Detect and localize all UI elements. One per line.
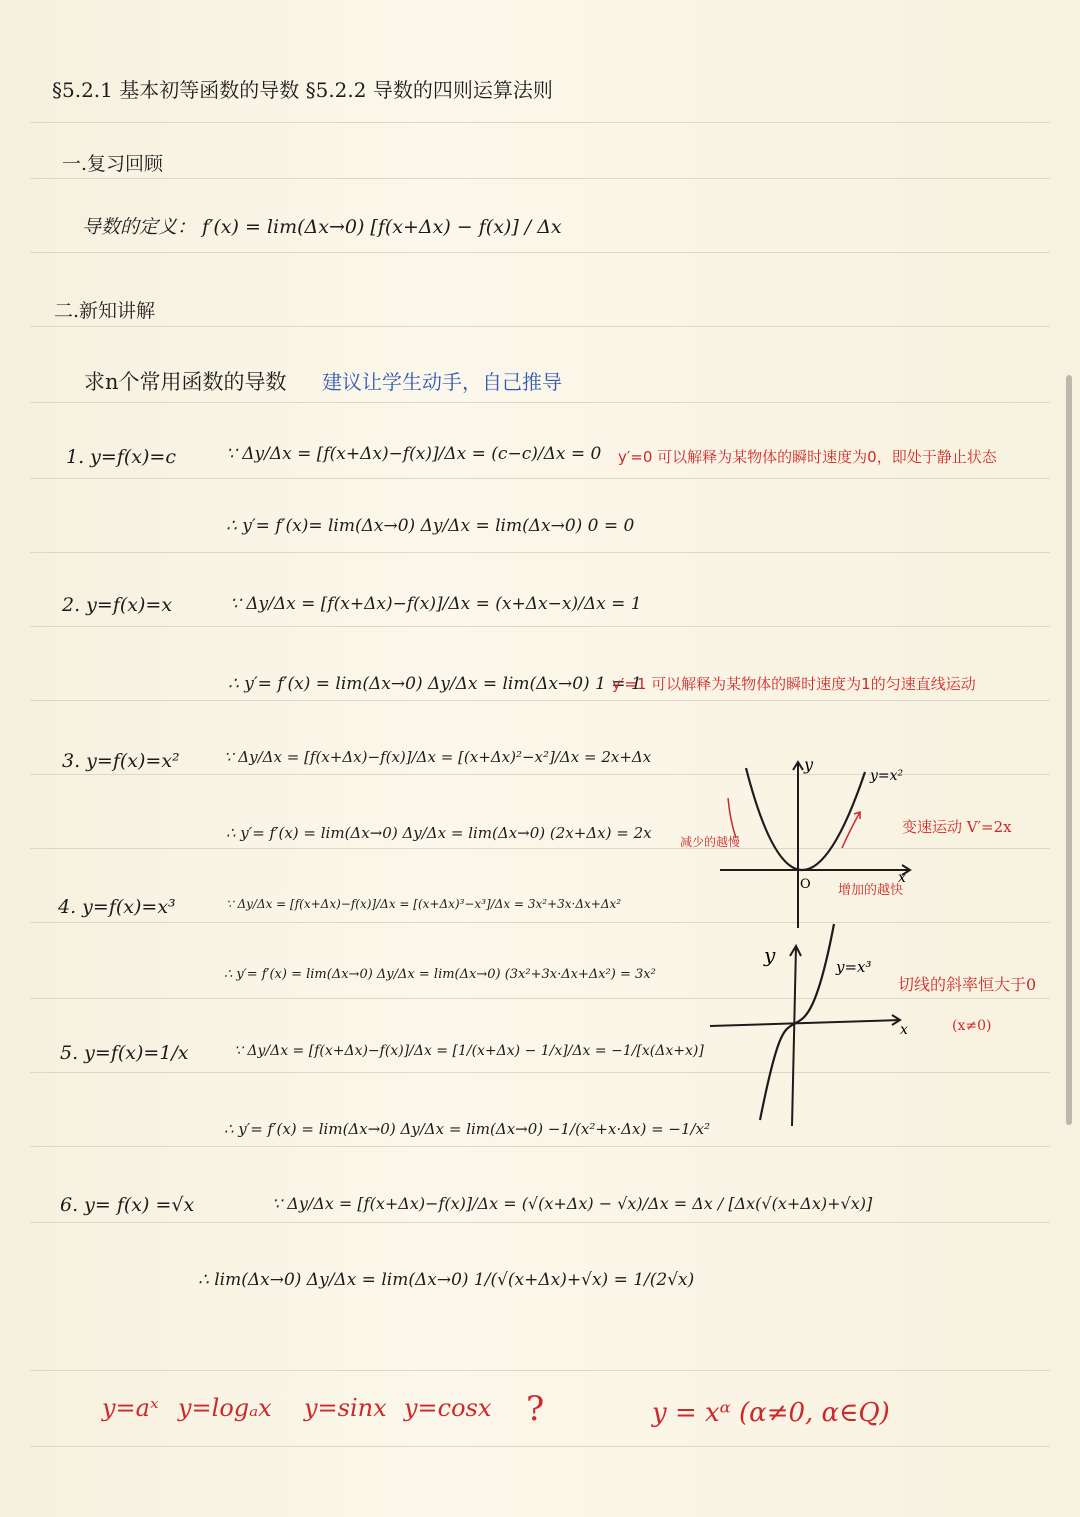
increase-arrow <box>842 812 860 848</box>
example-note: y′=1 可以解释为某物体的瞬时速度为1的匀速直线运动 <box>612 675 976 693</box>
scrollbar[interactable] <box>1066 375 1072 1125</box>
example-step: ∵ Δy/Δx = [f(x+Δx)−f(x)]/Δx = [(x+Δx)²−x²]/Δx = 2x+Δx <box>224 748 652 766</box>
teaching-note: 建议让学生动手，自己推导 <box>322 370 562 394</box>
example-step: ∵ Δy/Δx = [f(x+Δx)−f(x)]/Δx = [(x+Δx)³−x³]/Δx = 3x²+3x·Δx+Δx² <box>226 897 622 911</box>
footer-function: y=cosx <box>404 1394 492 1422</box>
section-intro: 求n个常用函数的导数 <box>84 370 287 394</box>
axis-label-y: y <box>804 755 814 774</box>
rule-line <box>30 178 1050 179</box>
page-title: §5.2.1 基本初等函数的导数 §5.2.2 导数的四则运算法则 <box>52 78 553 102</box>
rule-line <box>30 700 1050 701</box>
y-axis <box>792 946 796 1126</box>
footer-function: y=aˣ <box>102 1394 159 1422</box>
example-step: ∵ Δy/Δx = [f(x+Δx)−f(x)]/Δx = (√(x+Δx) − √x)/Δx = Δx / [Δx(√(x+Δx)+√x)] <box>272 1194 873 1213</box>
curve-label: y=x³ <box>836 958 872 976</box>
example-step: ∴ y′= f′(x) = lim(Δx→0) Δy/Δx = lim(Δx→0) (2x+Δx) = 2x <box>226 824 652 842</box>
example-step: ∴ y′= f′(x)= lim(Δx→0) Δy/Δx = lim(Δx→0) 0 = 0 <box>226 516 635 536</box>
example-step: ∴ lim(Δx→0) Δy/Δx = lim(Δx→0) 1/(√(x+Δx)+√x) = 1/(2√x) <box>198 1270 695 1290</box>
rule-line <box>30 252 1050 253</box>
example-label: 4. y=f(x)=x³ <box>58 896 176 918</box>
question-mark: ? <box>526 1389 545 1429</box>
axis-label-x: x <box>898 870 906 886</box>
example-step: ∵ Δy/Δx = [f(x+Δx)−f(x)]/Δx = (c−c)/Δx = 0 <box>226 444 602 464</box>
example-label: 1. y=f(x)=c <box>66 446 176 468</box>
footer-function: y=logₐx <box>178 1394 272 1422</box>
example-step: ∵ Δy/Δx = [f(x+Δx)−f(x)]/Δx = [1/(x+Δx) − 1/x]/Δx = −1/[x(Δx+x)] <box>234 1043 704 1059</box>
decrease-arrow <box>728 798 736 838</box>
bottom-note: 增加的越快 <box>838 883 904 898</box>
rule-line <box>30 1446 1050 1447</box>
rule-line <box>30 1370 1050 1371</box>
rule-line <box>30 402 1050 403</box>
rule-line <box>30 1146 1050 1147</box>
rule-line <box>30 626 1050 627</box>
right-note: 变速运动 V′=2x <box>902 818 1012 836</box>
left-note: 减少的越慢 <box>680 835 741 849</box>
slope-note: 切线的斜率恒大于0 <box>898 975 1037 994</box>
section-heading-review: 一.复习回顾 <box>62 153 164 175</box>
example-label: 2. y=f(x)=x <box>62 594 173 616</box>
rule-line <box>30 122 1050 123</box>
axis-label-y: y <box>764 943 776 967</box>
example-step: ∵ Δy/Δx = [f(x+Δx)−f(x)]/Δx = (x+Δx−x)/Δx = 1 <box>230 594 642 614</box>
example-label: 6. y= f(x) =√x <box>60 1194 195 1216</box>
x-axis <box>710 1020 900 1026</box>
rule-line <box>30 326 1050 327</box>
axis-label-x: x <box>900 1022 908 1038</box>
rule-line <box>30 478 1050 479</box>
example-label: 3. y=f(x)=x² <box>62 750 180 772</box>
example-step: ∴ y′= f′(x) = lim(Δx→0) Δy/Δx = lim(Δx→0) −1/(x²+x·Δx) = −1/x² <box>224 1120 711 1138</box>
example-step: ∴ y′= f′(x) = lim(Δx→0) Δy/Δx = lim(Δx→0) (3x²+3x·Δx+Δx²) = 3x² <box>224 967 656 982</box>
cubic-graph <box>700 920 1070 1130</box>
section-heading-new: 二.新知讲解 <box>54 300 156 322</box>
derivative-definition: 导数的定义： f′(x) = lim(Δx→0) [f(x+Δx) − f(x)] / Δx <box>82 216 562 238</box>
parabola-graph <box>680 750 1060 930</box>
curve-label: y=x² <box>870 768 904 784</box>
power-function: y = xᵅ (α≠0, α∈Q) <box>652 1398 890 1428</box>
parabola-curve <box>746 768 865 870</box>
example-label: 5. y=f(x)=1/x <box>60 1042 189 1064</box>
origin-label: O <box>800 877 811 892</box>
footer-function: y=sinx <box>304 1394 387 1422</box>
rule-line <box>30 1222 1050 1223</box>
example-step: ∴ y′= f′(x) = lim(Δx→0) Δy/Δx = lim(Δx→0) 1 = 1 <box>228 674 642 694</box>
example-note: y′=0 可以解释为某物体的瞬时速度为0，即处于静止状态 <box>618 448 997 466</box>
slope-note-condition: (x≠0) <box>952 1018 992 1034</box>
rule-line <box>30 552 1050 553</box>
